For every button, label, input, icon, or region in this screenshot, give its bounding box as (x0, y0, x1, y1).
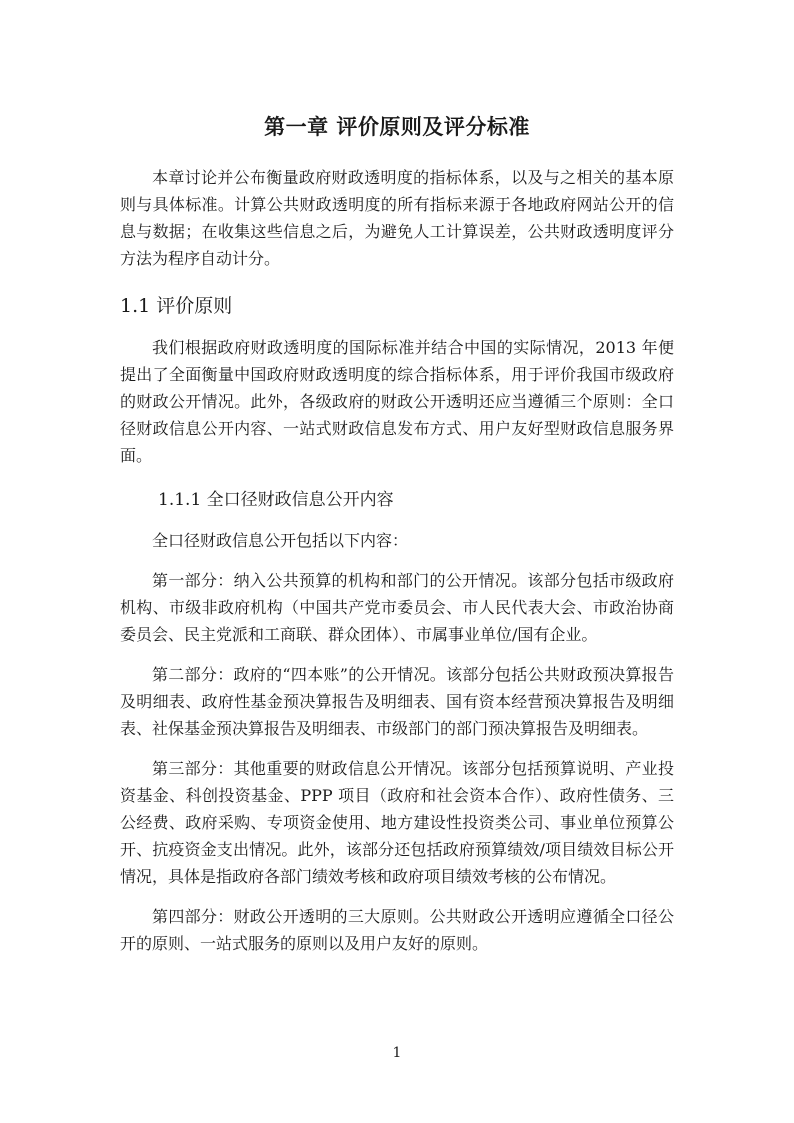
section-1-1-paragraph: 我们根据政府财政透明度的国际标准并结合中国的实际情况，2013 年便提出了全面衡量中国政府财政透明度的综合指标体系，用于评价我国市级政府的财政公开情况。此外，各级政府的财政公开透明还应当遵循三个原则：全口径财政信息公开内容、一站式财政信息发布方式、用户友好型财政信息服务界面。 (120, 338, 674, 465)
part3-paragraph: 第三部分：其他重要的财政信息公开情况。该部分包括预算说明、产业投资基金、科创投资基金、PPP 项目（政府和社会资本合作）、政府性债务、三公经费、政府采购、专项资金使用、地方建设性投资类公司、事业单位预算公开、抗疫资金支出情况。此外，该部分还包括政府预算绩效/项目绩效目标公开情况，具体是指政府各部门绩效考核和政府项目绩效考核的公布情况。 (120, 759, 674, 886)
page-number: 1 (392, 1045, 402, 1061)
part2-paragraph: 第二部分：政府的“四本账”的公开情况。该部分包括公共财政预决算报告及明细表、政府性基金预决算报告及明细表、国有资本经营预决算报告及明细表、社保基金预决算报告及明细表、市级部门的部门预决算报告及明细表。 (120, 665, 674, 738)
part1-paragraph: 第一部分：纳入公共预算的机构和部门的公开情况。该部分包括市级政府机构、市级非政府机构（中国共产党市委员会、市人民代表大会、市政治协商委员会、民主党派和工商联、群众团体）、市属事业单位/国有企业。 (120, 571, 674, 644)
subsection-lead-paragraph: 全口径财政信息公开包括以下内容： (152, 531, 409, 550)
intro-paragraph: 本章讨论并公布衡量政府财政透明度的指标体系，以及与之相关的基本原则与具体标准。计算公共财政透明度的所有指标来源于各地政府网站公开的信息与数据；在收集这些信息之后，为避免人工计算误差，公共财政透明度评分方法为程序自动计分。 (120, 168, 674, 268)
part4-paragraph: 第四部分：财政公开透明的三大原则。公共财政公开透明应遵循全口径公开的原则、一站式服务的原则以及用户友好的原则。 (120, 907, 674, 953)
chapter-title: 第一章 评价原则及评分标准 (264, 114, 530, 139)
subsection-heading-1-1-1: 1.1.1 全口径财政信息公开内容 (158, 490, 394, 510)
section-heading-1-1: 1.1 评价原则 (120, 295, 233, 317)
